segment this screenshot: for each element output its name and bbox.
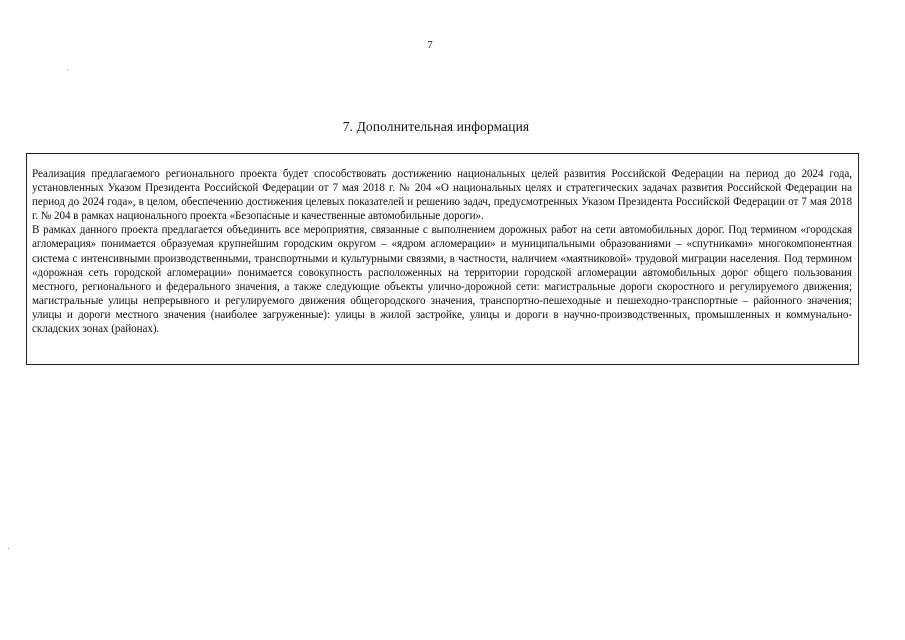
page-number: 7 — [427, 39, 433, 51]
section-title: 7. Дополнительная информация — [342, 119, 530, 134]
paragraph-national-goals: Реализация предлагаемого регионального проекта будет способствовать достижению национальных целей развития Российской Федерации на период до 2024 года, установленных Указом Президента Российской Федерации от 7 мая 2018 г. № 204 «О национальных целях и стратегических задачах развития Российской Федерации на период до 2024 года», в целом, обеспечению достижения целевых показателей и решению задач, предусмотренных Указом Президента Российской Федерации от 7 мая 2018 г. № 204 в рамках национального проекта «Безопасные и качественные автомобильные дороги». — [32, 168, 852, 223]
additional-info-box — [26, 153, 859, 365]
scan-speck — [8, 548, 9, 549]
paragraph-agglomeration: В рамках данного проекта предлагается объединить все мероприятия, связанные с выполнением дорожных работ на сети автомобильных дорог. Под термином «городская агломерация» понимается образуемая крупнейшим городским округом – «ядром агломерации» и муниципальными образованиями – «спутниками» многокомпонентная система с интенсивными производственными, транспортными и культурными связями, в частности, наличием «маятниковой» трудовой миграции населения. Под термином «дорожная сеть городской агломерации» понимается совокупность расположенных на территории городской агломерации автомобильных дорог общего пользования местного, регионального и федерального значения, а также следующие объекты улично-дорожной сети: магистральные дороги скоростного и регулируемого движения; магистральные улицы непрерывного и регулируемого движения общегородского значения, транспортно-пешеходные и пешеходно-транспортные – районного значения; улицы и дороги местного значения (наиболее загруженные): улицы в жилой застройке, улицы и дороги в научно-производственных, промышленных и коммунально-складских зонах (районах). — [32, 224, 852, 336]
scan-speck — [67, 69, 68, 70]
